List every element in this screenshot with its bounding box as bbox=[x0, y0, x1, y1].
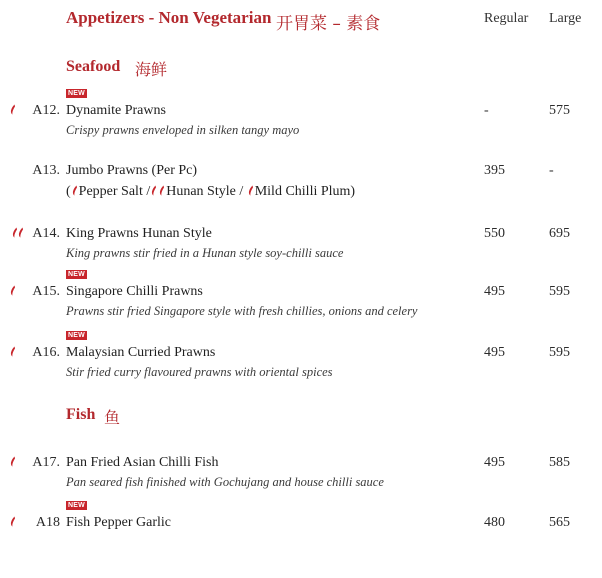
option-pepper-salt: Pepper Salt / bbox=[78, 184, 151, 199]
option-hunan-style: Hunan Style / bbox=[166, 184, 244, 199]
item-code: A17. bbox=[32, 455, 60, 470]
price-regular: 495 bbox=[484, 455, 505, 470]
red-chilli-icon bbox=[248, 185, 254, 196]
item-name: Pan Fried Asian Chilli Fish bbox=[66, 455, 219, 470]
option-open-paren: ( bbox=[66, 184, 71, 199]
item-name: King Prawns Hunan Style bbox=[66, 226, 212, 241]
price-large: - bbox=[549, 163, 554, 178]
item-options bbox=[66, 184, 355, 200]
price-large: 595 bbox=[549, 345, 570, 360]
item-code: A12. bbox=[32, 103, 60, 118]
option-mild-chilli-plum: Mild Chilli Plum) bbox=[254, 184, 356, 199]
price-large: 595 bbox=[549, 284, 570, 299]
red-chilli-icon bbox=[10, 456, 16, 467]
price-regular: 495 bbox=[484, 345, 505, 360]
price-regular: 550 bbox=[484, 226, 505, 241]
menu-item bbox=[10, 102, 16, 120]
menu-item-chillies bbox=[10, 514, 16, 532]
section-title-fish-chinese: 鱼 bbox=[104, 408, 121, 427]
red-chilli-icon bbox=[10, 346, 16, 357]
price-regular: 495 bbox=[484, 284, 505, 299]
red-chilli-icon bbox=[151, 185, 157, 196]
item-description: King prawns stir fried in a Hunan style soy-chilli sauce bbox=[66, 246, 344, 260]
menu-item-chillies bbox=[10, 344, 16, 362]
item-description: Stir fried curry flavoured prawns with oriental spices bbox=[66, 365, 333, 379]
red-chilli-icon bbox=[10, 516, 16, 527]
price-regular: 480 bbox=[484, 515, 505, 530]
item-name: Fish Pepper Garlic bbox=[66, 515, 171, 530]
section-title-seafood-chinese: 海鲜 bbox=[135, 60, 168, 79]
item-name: Dynamite Prawns bbox=[66, 103, 166, 118]
price-large: 585 bbox=[549, 455, 570, 470]
item-name: Malaysian Curried Prawns bbox=[66, 345, 216, 360]
column-header-large: Large bbox=[549, 11, 582, 26]
column-header-regular: Regular bbox=[484, 11, 529, 26]
item-code: A13. bbox=[32, 163, 60, 178]
item-description: Pan seared fish finished with Gochujang and house chilli sauce bbox=[66, 475, 384, 489]
section-title-fish: Fish bbox=[66, 406, 96, 423]
item-code: A15. bbox=[32, 284, 60, 299]
new-badge: NEW bbox=[68, 90, 85, 97]
price-large: 565 bbox=[549, 515, 570, 530]
red-chilli-icon bbox=[159, 185, 165, 196]
item-name: Jumbo Prawns (Per Pc) bbox=[66, 163, 198, 178]
item-description: Prawns stir fried Singapore style with fresh chillies, onions and celery bbox=[66, 304, 418, 318]
item-description: Crispy prawns enveloped in silken tangy mayo bbox=[66, 123, 300, 137]
price-regular: - bbox=[484, 103, 489, 118]
menu-item-chillies bbox=[10, 283, 16, 301]
item-code: A16. bbox=[32, 345, 60, 360]
new-badge: NEW bbox=[68, 271, 85, 278]
red-chilli-icon bbox=[10, 285, 16, 296]
new-badge: NEW bbox=[68, 332, 85, 339]
item-name: Singapore Chilli Prawns bbox=[66, 284, 203, 299]
item-code: A14. bbox=[32, 226, 60, 241]
page-title-chinese: 开胃菜 – 素食 bbox=[276, 14, 381, 34]
price-regular: 395 bbox=[484, 163, 505, 178]
new-badge: NEW bbox=[68, 502, 85, 509]
section-title-seafood: Seafood bbox=[66, 58, 121, 75]
page-title: Appetizers - Non Vegetarian bbox=[66, 8, 272, 27]
red-chilli-icon bbox=[72, 185, 78, 196]
price-large: 695 bbox=[549, 226, 570, 241]
item-code: A18 bbox=[35, 515, 60, 530]
red-chilli-icon bbox=[10, 104, 16, 115]
price-large: 575 bbox=[549, 103, 570, 118]
menu-item-chillies bbox=[10, 454, 16, 472]
